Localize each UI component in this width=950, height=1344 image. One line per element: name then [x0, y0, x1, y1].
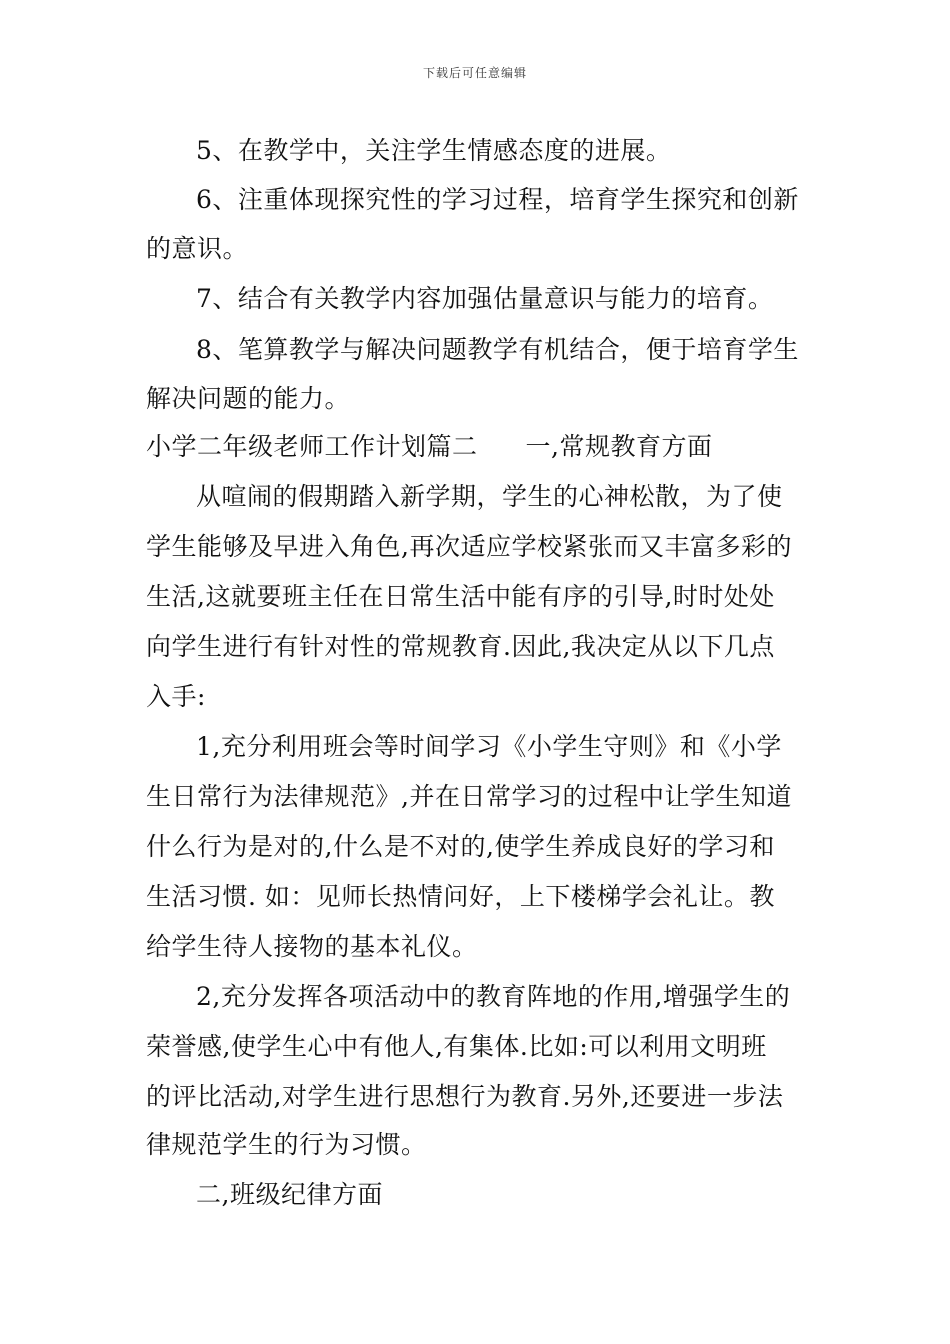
page-header-note: 下载后可任意编辑	[422, 66, 527, 80]
paragraph-line: 1,充分利用班会等时间学习《小学生守则》和《小学	[196, 732, 782, 761]
paragraph-line: 的意识。	[146, 234, 249, 263]
paragraph-line: 6、注重体现探究性的学习过程，培育学生探究和创新	[196, 185, 799, 214]
paragraph-line: 向学生进行有针对性的常规教育.因此,我决定从以下几点	[146, 632, 775, 661]
paragraph-line: 生日常行为法律规范》,并在日常学习的过程中让学生知道	[146, 782, 792, 811]
paragraph-line: 荣誉感,使学生心中有他人,有集体.比如:可以利用文明班	[146, 1032, 767, 1061]
section-heading-title: 小学二年级老师工作计划篇二	[146, 432, 478, 461]
paragraph-line: 解决问题的能力。	[146, 384, 351, 413]
paragraph-line: 生活习惯. 如：见师长热情问好，上下楼梯学会礼让。教	[146, 882, 775, 911]
paragraph-line: 8、笔算教学与解决问题教学有机结合，便于培育学生	[196, 335, 799, 364]
paragraph-line: 2,充分发挥各项活动中的教育阵地的作用,增强学生的	[196, 982, 791, 1011]
paragraph-line: 律规范学生的行为习惯。	[146, 1130, 427, 1159]
paragraph-line: 入手:	[146, 682, 206, 711]
paragraph-line: 学生能够及早进入角色,再次适应学校紧张而又丰富多彩的	[146, 532, 792, 561]
section-heading	[146, 430, 712, 464]
paragraph-line: 什么行为是对的,什么是不对的,使学生养成良好的学习和	[146, 832, 775, 861]
paragraph-line: 5、在教学中，关注学生情感态度的进展。	[196, 136, 672, 165]
paragraph-line: 从喧闹的假期踏入新学期，学生的心神松散，为了使	[196, 482, 783, 511]
paragraph-line: 二,班级纪律方面	[196, 1180, 383, 1209]
section-heading-subtitle: 一,常规教育方面	[525, 432, 713, 461]
paragraph-line: 的评比活动,对学生进行思想行为教育.另外,还要进一步法	[146, 1082, 784, 1111]
paragraph-line: 生活,这就要班主任在日常生活中能有序的引导,时时处处	[146, 582, 775, 611]
paragraph-line: 给学生待人接物的基本礼仪。	[146, 932, 478, 961]
paragraph-line: 7、结合有关教学内容加强估量意识与能力的培育。	[196, 284, 774, 313]
